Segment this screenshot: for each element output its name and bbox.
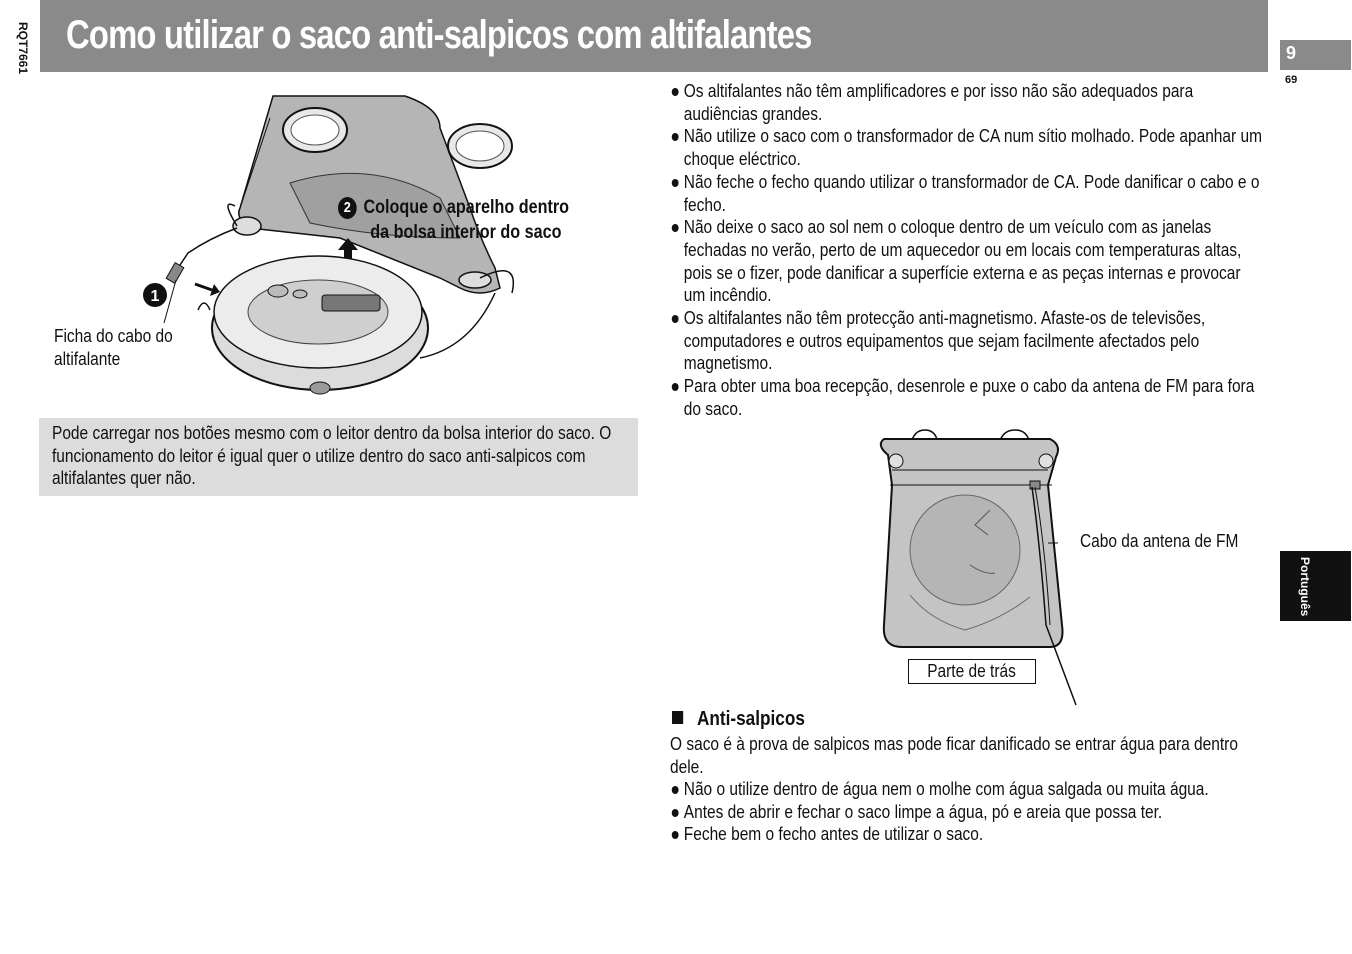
splash-item: Não o utilize dentro de água nem o molhe com água salgada ou muita água. [670,778,1263,801]
caution-item: Para obter uma boa recepção, desenrole e puxe o cabo da antena de FM para fora do saco. [670,375,1263,420]
document-code: RQT7661 [16,22,30,75]
page-number-box [1280,40,1351,70]
caution-list [670,80,1263,421]
caution-item: Não utilize o saco com o transformador de CA num sítio molhado. Pode apanhar um choque eléctrico. [670,125,1263,170]
plug-label-line2: altifalante [54,349,121,369]
step-1-marker [142,282,168,308]
page-title: Como utilizar o saco anti-salpicos com altifalantes [66,13,812,57]
caution-item: Não deixe o saco ao sol nem o coloque dentro de um veículo com as janelas fechadas no verão, perto de um aquecedor ou em locais com temperaturas altas, pois se o fizer, pode danificar a superfície externa e as peças internas e provocar um incêndio. [670,216,1263,307]
caution-item: Não feche o fecho quando utilizar o transformador de CA. Pode danificar o cabo e o fecho. [670,171,1263,216]
step-2-line1: Coloque o aparelho dentro [363,197,569,218]
title-bar [40,0,1268,72]
step-1-number: 1 [150,288,160,305]
square-bullet-icon [672,711,683,724]
fm-antenna-label: Cabo da antena de FM [1080,531,1239,551]
splash-section-heading: Anti-salpicos [672,708,805,731]
step-2-number: 2 [338,197,357,219]
caution-item: Os altifalantes não têm amplificadores e por isso não são adequados para audiências grandes. [670,80,1263,125]
splash-list [670,778,1263,846]
speaker-plug-label [54,325,173,371]
note-text: Pode carregar nos botões mesmo com o leitor dentro da bolsa interior do saco. O funcionamento do leitor é igual quer o utilize dentro do saco anti-salpicos com altifalantes quer não. [52,423,612,488]
splash-intro: O saco é à prova de salpicos mas pode ficar danificado se entrar água para dentro dele. [670,734,1238,777]
plug-label-line1: Ficha do cabo do [54,326,173,346]
language-label: Português [1298,557,1312,617]
splash-item: Feche bem o fecho antes de utilizar o saco. [670,823,1263,846]
step-2-caption [338,195,569,245]
splash-item: Antes de abrir e fechar o saco limpe a água, pó e areia que possa ter. [670,801,1263,824]
note-box [39,418,638,496]
page-sub-number: 69 [1285,74,1298,86]
back-side-label: Parte de trás [908,659,1036,684]
caution-item: Os altifalantes não têm protecção anti-magnetismo. Afaste-os de televisões, computadores e outros equipamentos que sejam facilmente afectados pelo magnetismo. [670,307,1263,375]
language-tab [1280,551,1351,621]
step-2-line2: da bolsa interior do saco [370,222,562,243]
page-number: 9 [1286,43,1297,63]
